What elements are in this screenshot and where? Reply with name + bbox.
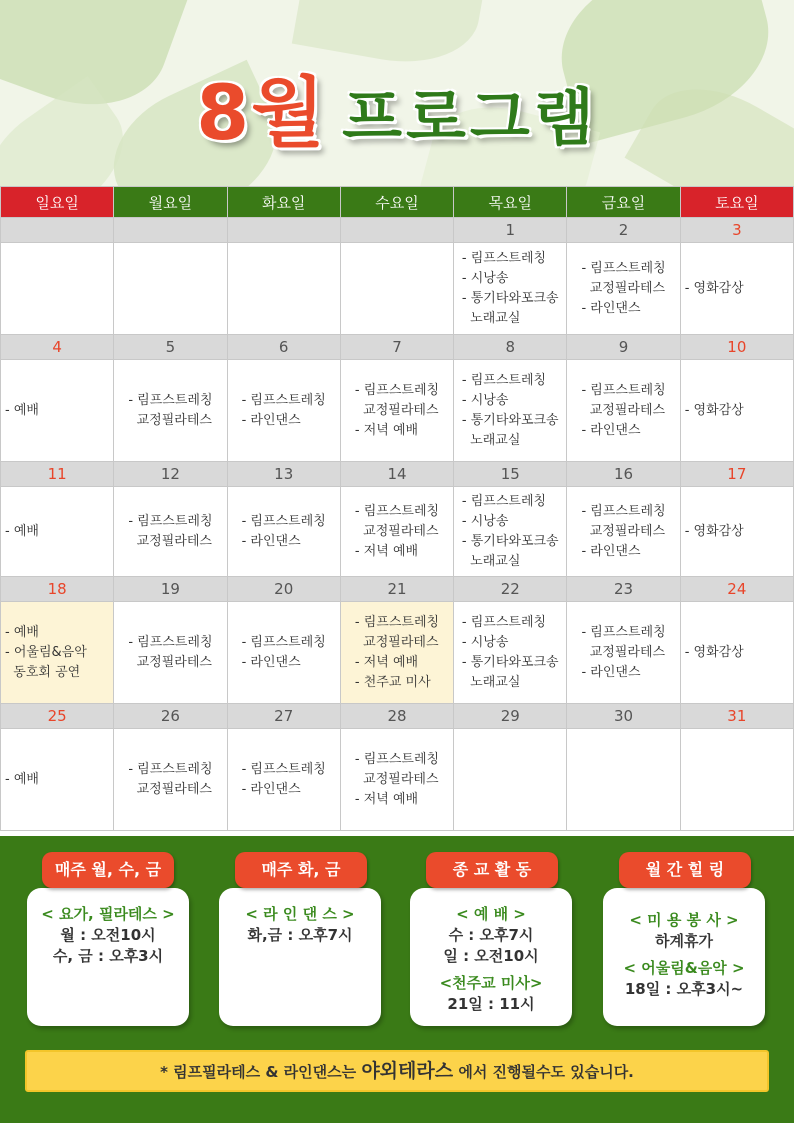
notice-emphasis: 야외테라스	[361, 1060, 454, 1082]
date-number: 11	[1, 462, 114, 487]
day-cell	[340, 602, 453, 704]
activity-item: 교정필라테스	[581, 523, 666, 539]
date-number: 8	[454, 335, 567, 360]
date-number: 28	[340, 704, 453, 729]
day-cell	[567, 243, 680, 335]
day-cell	[114, 602, 227, 704]
day-cell	[680, 360, 793, 462]
day-cell	[680, 602, 793, 704]
date-number: 30	[567, 704, 680, 729]
activity-item: - 통기타와포크송	[461, 412, 559, 428]
date-number: 20	[227, 577, 340, 602]
date-number: 23	[567, 577, 680, 602]
card-time: 21일 : 11시	[447, 995, 535, 1013]
schedule-panel	[0, 836, 794, 1123]
activity-item: - 라인댄스	[581, 664, 641, 680]
activity-item: 교정필라테스	[354, 523, 439, 539]
day-cell	[1, 243, 114, 335]
day-cell	[680, 729, 793, 831]
card-time: 화,금 : 오후7시	[247, 926, 353, 944]
date-number	[227, 218, 340, 243]
activity-item: 노래교실	[461, 553, 521, 569]
activity-item: - 통기타와포크송	[461, 533, 559, 549]
activity-item: - 저녁 예배	[354, 654, 419, 670]
weekday-sunday: 일요일	[1, 187, 114, 218]
day-cell	[227, 729, 340, 831]
card-line-dance	[219, 888, 381, 1026]
activity-item: - 영화감상	[684, 644, 744, 660]
activity-item: - 예배	[5, 771, 39, 787]
date-number: 16	[567, 462, 680, 487]
day-cell	[680, 487, 793, 577]
activity-item: - 라인댄스	[241, 781, 301, 797]
activity-item: 교정필라테스	[354, 634, 439, 650]
activity-item: - 시낭송	[461, 392, 509, 408]
card-time: 수, 금 : 오후3시	[52, 947, 164, 965]
weekday-wednesday: 수요일	[340, 187, 453, 218]
date-row	[1, 704, 794, 729]
activity-item: - 림프스트레칭	[354, 751, 440, 767]
activity-item: - 림프스트레칭	[581, 260, 666, 276]
day-cell	[567, 487, 680, 577]
activity-item: 교정필라테스	[354, 402, 439, 418]
day-cell	[227, 487, 340, 577]
activity-item: - 시낭송	[461, 270, 509, 286]
activity-item: 교정필라테스	[128, 654, 212, 670]
activity-item: - 라인댄스	[581, 543, 641, 559]
card-time: 수 : 오후7시	[448, 926, 534, 944]
day-cell	[567, 729, 680, 831]
date-row	[1, 462, 794, 487]
activity-row	[1, 729, 794, 831]
activity-row	[1, 487, 794, 577]
card-badge: 매주 화, 금	[235, 852, 367, 888]
weekday-tuesday: 화요일	[227, 187, 340, 218]
notice-prefix: * 림프필라테스 & 라인댄스는	[160, 1063, 357, 1081]
day-cell	[454, 360, 567, 462]
date-number: 13	[227, 462, 340, 487]
date-number: 2	[567, 218, 680, 243]
day-cell	[340, 243, 453, 335]
card-time: 월 : 오전10시	[60, 926, 156, 944]
date-number: 31	[680, 704, 793, 729]
activity-item: - 영화감상	[684, 523, 744, 539]
activity-item: - 라인댄스	[241, 654, 301, 670]
day-cell	[680, 243, 793, 335]
day-cell	[340, 360, 453, 462]
day-cell	[1, 360, 114, 462]
date-number: 1	[454, 218, 567, 243]
activity-item: - 어울림&음악	[5, 644, 87, 660]
activity-item: 교정필라테스	[581, 402, 666, 418]
weekday-monday: 월요일	[114, 187, 227, 218]
activity-item: - 림프스트레칭	[461, 614, 547, 630]
day-cell	[114, 243, 227, 335]
activity-item: - 림프스트레칭	[354, 382, 440, 398]
notice-suffix: 에서 진행될수도 있습니다.	[458, 1063, 634, 1081]
date-number: 25	[1, 704, 114, 729]
card-subtitle: < 미 용 봉 사 >	[629, 911, 739, 929]
activity-item: - 예배	[5, 624, 39, 640]
activity-item: - 림프스트레칭	[581, 624, 666, 640]
date-number: 7	[340, 335, 453, 360]
date-number: 10	[680, 335, 793, 360]
activity-item: - 림프스트레칭	[581, 382, 666, 398]
date-number	[1, 218, 114, 243]
activity-item: - 시낭송	[461, 634, 509, 650]
activity-row	[1, 602, 794, 704]
date-number: 27	[227, 704, 340, 729]
activity-item: - 림프스트레칭	[354, 614, 440, 630]
calendar-table	[0, 186, 794, 831]
date-row	[1, 577, 794, 602]
date-number: 21	[340, 577, 453, 602]
activity-item: - 시낭송	[461, 513, 509, 529]
card-subtitle: < 예 배 >	[456, 905, 526, 923]
day-cell	[567, 602, 680, 704]
day-cell	[454, 729, 567, 831]
card-subtitle: < 라 인 댄 스 >	[245, 905, 355, 923]
activity-item: - 천주교 미사	[354, 674, 431, 690]
day-cell	[454, 602, 567, 704]
card-badge: 종 교 활 동	[426, 852, 558, 888]
activity-item: 교정필라테스	[128, 781, 212, 797]
activity-item: - 림프스트레칭	[354, 503, 440, 519]
activity-item: 노래교실	[461, 432, 521, 448]
date-row	[1, 335, 794, 360]
date-number: 14	[340, 462, 453, 487]
header-banner	[0, 0, 794, 186]
activity-item: - 림프스트레칭	[461, 250, 547, 266]
date-number: 4	[1, 335, 114, 360]
day-cell	[454, 243, 567, 335]
date-number: 5	[114, 335, 227, 360]
date-number: 26	[114, 704, 227, 729]
card-subtitle: < 어울림&음악 >	[623, 959, 745, 977]
activity-item: - 라인댄스	[241, 533, 301, 549]
activity-item: - 림프스트레칭	[581, 503, 666, 519]
activity-item: - 림프스트레칭	[241, 392, 326, 408]
card-time: 18일 : 오후3시~	[624, 980, 744, 998]
day-cell	[567, 360, 680, 462]
day-cell	[340, 487, 453, 577]
date-number: 18	[1, 577, 114, 602]
day-cell	[1, 602, 114, 704]
activity-item: - 림프스트레칭	[241, 761, 326, 777]
date-number: 9	[567, 335, 680, 360]
activity-item: - 예배	[5, 523, 39, 539]
day-cell	[1, 729, 114, 831]
activity-item: 교정필라테스	[581, 280, 666, 296]
day-cell	[114, 360, 227, 462]
weekday-thursday: 목요일	[454, 187, 567, 218]
day-cell	[227, 243, 340, 335]
activity-item: - 영화감상	[684, 280, 744, 296]
date-number: 6	[227, 335, 340, 360]
activity-item: - 림프스트레칭	[128, 634, 213, 650]
date-row	[1, 218, 794, 243]
calendar	[0, 186, 794, 831]
date-number: 12	[114, 462, 227, 487]
page-title	[0, 52, 794, 161]
date-number: 24	[680, 577, 793, 602]
card-time: 일 : 오전10시	[443, 947, 539, 965]
date-number	[340, 218, 453, 243]
day-cell	[114, 487, 227, 577]
activity-item: - 통기타와포크송	[461, 654, 559, 670]
activity-item: - 림프스트레칭	[241, 513, 326, 529]
title-month: 8월	[196, 68, 327, 157]
card-time: 하계휴가	[655, 932, 713, 950]
activity-item: - 림프스트레칭	[461, 493, 547, 509]
notice-banner	[25, 1050, 769, 1092]
activity-item: - 예배	[5, 402, 39, 418]
date-number: 22	[454, 577, 567, 602]
day-cell	[227, 360, 340, 462]
day-cell	[454, 487, 567, 577]
date-number	[114, 218, 227, 243]
activity-item: 교정필라테스	[354, 771, 439, 787]
card-religious	[410, 888, 572, 1026]
calendar-body	[1, 218, 794, 831]
date-number: 3	[680, 218, 793, 243]
activity-row	[1, 360, 794, 462]
date-number: 15	[454, 462, 567, 487]
activity-item: - 저녁 예배	[354, 791, 419, 807]
day-cell	[340, 729, 453, 831]
card-subtitle: <천주교 미사>	[439, 974, 543, 992]
activity-item: - 통기타와포크송	[461, 290, 559, 306]
date-number: 17	[680, 462, 793, 487]
day-cell	[227, 602, 340, 704]
activity-item: - 저녁 예배	[354, 543, 419, 559]
activity-item: - 라인댄스	[241, 412, 301, 428]
day-cell	[114, 729, 227, 831]
card-yoga-pilates	[27, 888, 189, 1026]
activity-item: 교정필라테스	[128, 533, 212, 549]
activity-item: - 림프스트레칭	[128, 513, 213, 529]
weekday-saturday: 토요일	[680, 187, 793, 218]
activity-item: 동호회 공연	[5, 664, 81, 680]
activity-item: - 영화감상	[684, 402, 744, 418]
card-badge: 월 간 힐 링	[619, 852, 751, 888]
weekday-header-row	[1, 187, 794, 218]
activity-item: - 라인댄스	[581, 422, 641, 438]
activity-row	[1, 243, 794, 335]
activity-item: - 라인댄스	[581, 300, 641, 316]
activity-item: - 림프스트레칭	[241, 634, 326, 650]
date-number: 19	[114, 577, 227, 602]
activity-item: - 림프스트레칭	[461, 372, 547, 388]
activity-item: - 림프스트레칭	[128, 392, 213, 408]
date-number: 29	[454, 704, 567, 729]
activity-item: 교정필라테스	[581, 644, 666, 660]
activity-item: 노래교실	[461, 310, 521, 326]
activity-item: - 림프스트레칭	[128, 761, 213, 777]
day-cell	[1, 487, 114, 577]
card-subtitle: < 요가, 필라테스 >	[41, 905, 175, 923]
activity-item: - 저녁 예배	[354, 422, 419, 438]
weekday-friday: 금요일	[567, 187, 680, 218]
card-badge: 매주 월, 수, 금	[42, 852, 174, 888]
card-monthly-healing	[603, 888, 765, 1026]
activity-item: 노래교실	[461, 674, 521, 690]
title-program: 프로그램	[342, 81, 598, 154]
activity-item: 교정필라테스	[128, 412, 212, 428]
